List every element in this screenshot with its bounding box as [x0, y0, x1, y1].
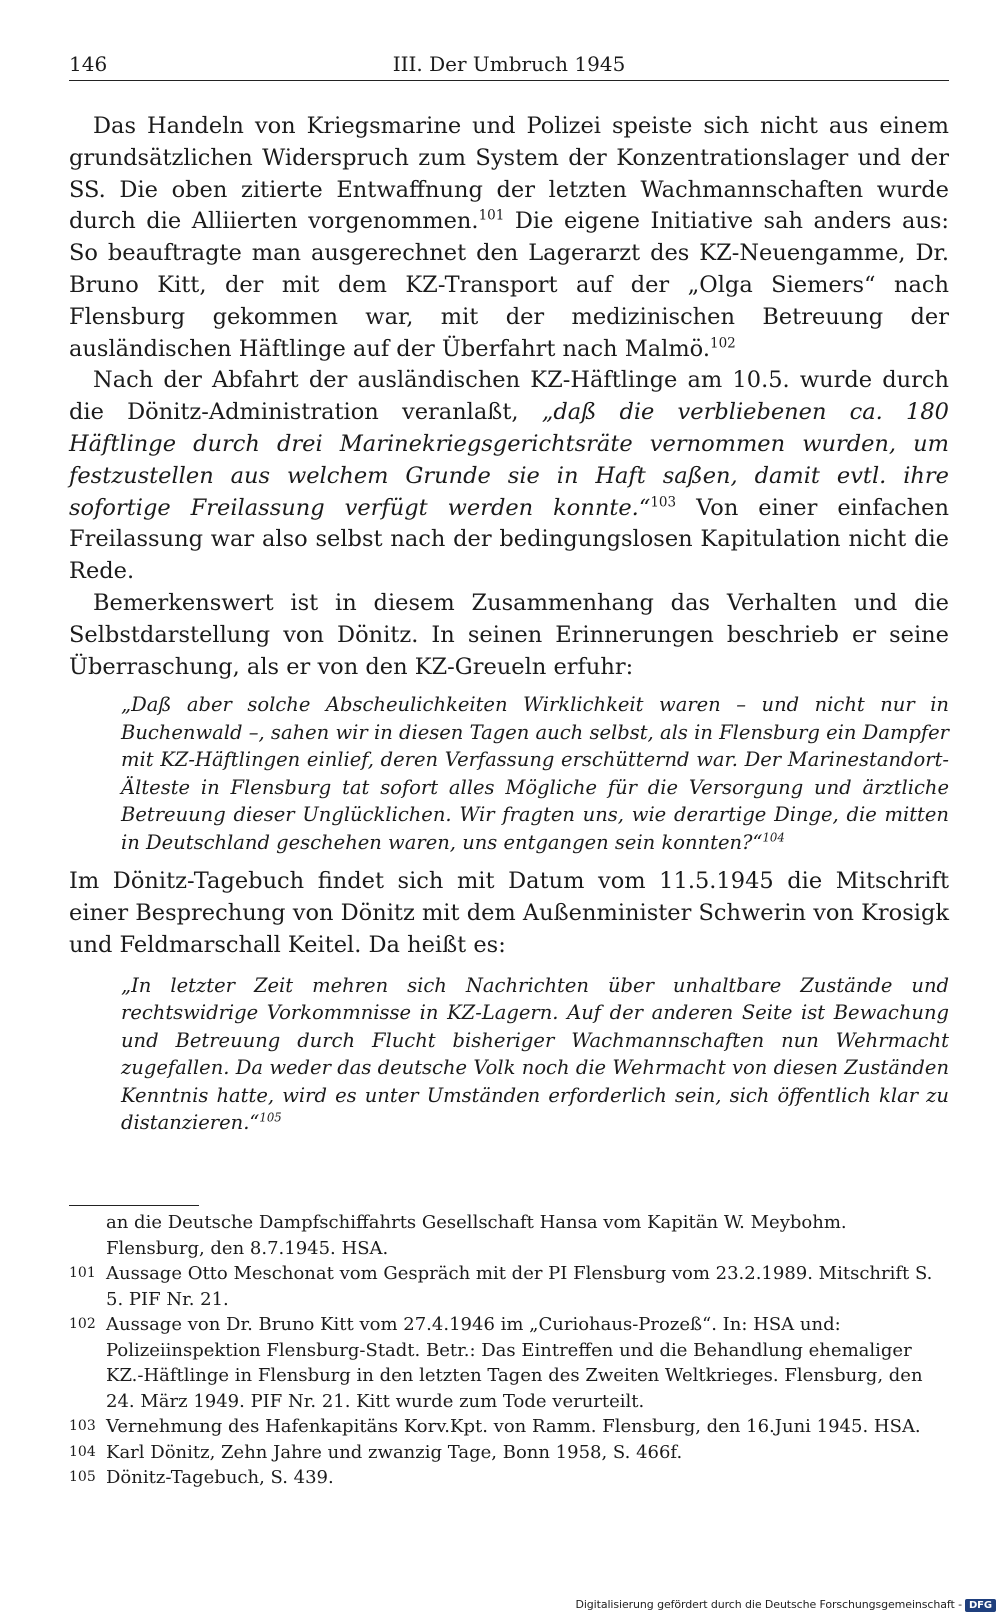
footnote-101 — [69, 1261, 949, 1312]
block-quote-1 — [121, 691, 949, 856]
footnote-continuation: an die Deutsche Dampfschiffahrts Gesellschaft Hansa vom Kapitän W. Meybohm. Flensburg, den 8.7.1945. HSA. — [106, 1212, 847, 1259]
footnote-ref-104: 104 — [762, 830, 785, 845]
paragraph-3: Bemerkenswert ist in diesem Zusammenhang das Verhalten und die Selbstdarstellung von Dönitz. In seinen Erinnerungen beschrieb er seine Überraschung, als er von den KZ-Greueln erfuhr: — [69, 589, 949, 680]
running-title: III. Der Umbruch 1945 — [392, 52, 626, 76]
page-number: 146 — [69, 52, 108, 76]
running-header — [69, 50, 949, 81]
footnote-number: 102 — [69, 1316, 96, 1332]
footnote-103 — [69, 1414, 949, 1440]
paragraph-2-text-b: Von einer einfachen Freilassung war also selbst nach der bedingungslosen Kapitulation nicht die Rede. — [69, 494, 949, 585]
footnote-ref-101: 101 — [478, 207, 505, 224]
paragraph-1 — [69, 111, 949, 365]
paragraph-2-text-a: Nach der Abfahrt der ausländischen KZ-Häftlinge am 10.5. wurde durch die Dönitz-Administration veranlaßt, — [69, 367, 949, 426]
footnote-number: 101 — [69, 1265, 96, 1281]
footnote-text: Aussage von Dr. Bruno Kitt vom 27.4.1946 im „Curiohaus-Prozeß“. In: HSA und: Polizeiinspektion Flensburg-Stadt. Betr.: Das Eintreffen und die Behandlung ehemaliger KZ.-Häftlinge in Flensburg in den letzten Tagen des Zweiten Weltkrieges. Flensburg, den 24. März 1949. PIF Nr. 21. Kitt wurde zum Tode verurteilt. — [106, 1314, 923, 1412]
footnote-text: Vernehmung des Hafenkapitäns Korv.Kpt. von Ramm. Flensburg, den 16.Juni 1945. HSA. — [106, 1416, 921, 1437]
paragraph-4: Im Dönitz-Tagebuch findet sich mit Datum vom 11.5.1945 die Mitschrift einer Besprechung von Dönitz mit dem Außenminister Schwerin von Krosigk und Feldmarschall Keitel. Da heißt es: — [69, 868, 949, 958]
footnote-text: Karl Dönitz, Zehn Jahre und zwanzig Tage, Bonn 1958, S. 466f. — [106, 1441, 683, 1463]
paragraph-1-text-a: Das Handeln von Kriegsmarine und Polizei speiste sich nicht aus einem grundsätzlichen Widerspruch zum System der Konzentrationslager und der SS. Die oben zitierte Entwaffnung der letzten Wachmannschaften wurde durch die Alliierten vorgenommen. — [69, 113, 949, 235]
footnote-number: 105 — [69, 1469, 96, 1485]
footnote-number: 103 — [69, 1418, 96, 1434]
block-quote-2 — [121, 972, 949, 1137]
paragraph-2-quote: „daß die verbliebenen ca. 180 Häftlinge durch drei Marinekriegsgerichtsräte vernommen wurden, um festzustellen aus welchem Grunde sie in Haft saßen, damit evtl. ihre sofortige Freilassung verfügt werden konnte.“ — [69, 399, 949, 521]
footnote-text: Dönitz-Tagebuch, S. 439. — [106, 1467, 334, 1488]
footnote-number: 104 — [69, 1443, 96, 1460]
footnote-104 — [69, 1440, 949, 1466]
footnote-text: Aussage Otto Meschonat vom Gespräch mit der PI Flensburg vom 23.2.1989. Mitschrift S. 5. PIF Nr. 21. — [106, 1263, 933, 1310]
block-quote-1-text: „Daß aber solche Abscheulichkeiten Wirklichkeit waren – und nicht nur in Buchenwald –, sahen wir in diesen Tagen auch selbst, als in Flensburg ein Dampfer mit KZ-Häftlingen einlief, deren Verfassung erschütternd war. Der Marinestandort-Älteste in Flensburg tat sofort alles Mögliche für die Versorgung und ärztliche Betreuung dieser Unglücklichen. Wir fragten uns, wie derartige Dinge, die mitten in Deutschland geschehen waren, uns entgangen sein konnten?“ — [121, 693, 949, 854]
digitization-credit — [575, 1598, 996, 1612]
credit-text: Digitalisierung gefördert durch die Deutsche Forschungsgemeinschaft - — [575, 1598, 962, 1611]
footnote-ref-105: 105 — [259, 1110, 282, 1125]
paragraph-2 — [69, 365, 949, 588]
footnote-ref-102: 102 — [709, 335, 736, 352]
footnote-102 — [69, 1312, 949, 1414]
footnote-105 — [69, 1465, 949, 1491]
footnotes — [69, 1210, 949, 1491]
block-quote-2-text: „In letzter Zeit mehren sich Nachrichten über unhaltbare Zustände und rechtswidrige Vorkommnisse in KZ-Lagern. Auf der anderen Seite ist Bewachung und Betreuung durch Flucht bisheriger Wachmannschaften nun Wehrmacht zugefallen. Da weder das deutsche Volk noch die Wehrmacht von diesen Zuständen Kenntnis hatte, wird es unter Umständen erforderlich sein, sich öffentlich klar zu distanzieren.“ — [121, 973, 949, 1135]
body-text — [69, 111, 949, 1147]
footnote-ref-103: 103 — [650, 494, 677, 511]
dfg-logo-icon: DFG — [965, 1599, 996, 1612]
paragraph-1-text-b: Die eigene Initiative sah anders aus: So beauftragte man ausgerechnet den Lagerarzt des KZ-Neuengamme, Dr. Bruno Kitt, der mit dem KZ-Transport auf der „Olga Siemers“ nach Flensburg gekommen war, mit der medizinischen Betreuung der ausländischen Häftlinge auf der Überfahrt nach Malmö. — [69, 208, 949, 362]
footnote-rule — [69, 1205, 199, 1206]
